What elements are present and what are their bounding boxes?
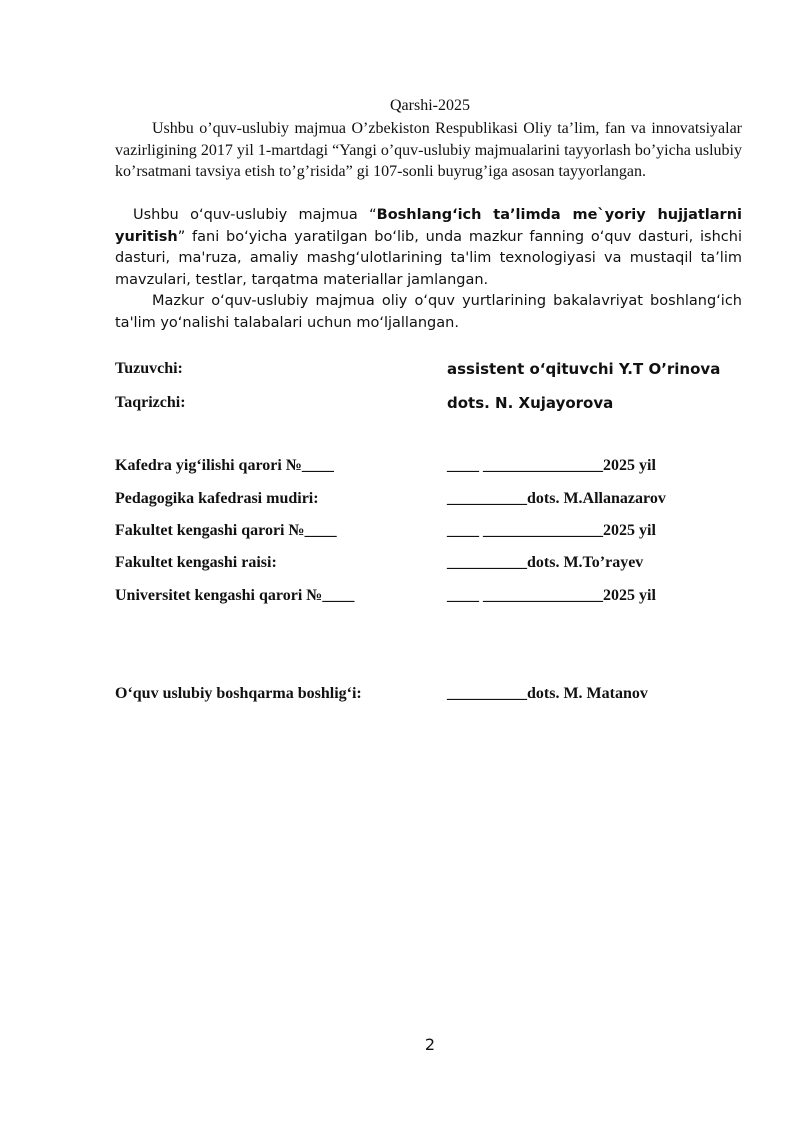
signature-value: dots. N. Xujayorova: [447, 394, 614, 412]
signature-label: Universitet kengashi qarori №____: [115, 587, 355, 604]
signature-value: ____ _______________2025 yil: [447, 522, 656, 539]
intro-paragraph: Ushbu o’quv-uslubiy majmua O’zbekiston Respublikasi Oliy ta’lim, fan va innovatsiyalar vazirligining 2017 yil 1-martdagi “Yangi o’quv-uslubiy majmualarini tayyorlash bo’yicha uslubiy ko’rsatmani tavsiya etish to’g’risida” gi 107-sonli buyrug’iga asosan tayyorlangan.: [115, 120, 742, 180]
signature-row-author: [115, 358, 755, 380]
signature-row-department-head: [115, 488, 755, 510]
signature-row-university-decision: [115, 585, 755, 607]
signature-value: __________dots. M.Allanazarov: [447, 490, 666, 507]
signature-label: Kafedra yig‘ilishi qarori №____: [115, 457, 334, 474]
signature-label: Pedagogika kafedrasi mudiri:: [115, 490, 319, 507]
signature-label: Fakultet kengashi raisi:: [115, 554, 277, 571]
signature-label: O‘quv uslubiy boshqarma boshlig‘i:: [115, 685, 362, 702]
signature-value: ____ _______________2025 yil: [447, 457, 656, 474]
signature-row-department-decision: [115, 455, 755, 477]
signature-value: ____ _______________2025 yil: [447, 587, 656, 604]
signature-row-faculty-decision: [115, 520, 755, 542]
signature-value: __________dots. M. Matanov: [447, 685, 648, 702]
page-number: 2: [424, 1035, 436, 1054]
signature-value: assistent o‘qituvchi Y.T O’rinova: [447, 360, 721, 378]
signature-row-reviewer: [115, 392, 755, 414]
course-title: Boshlang‘ich ta’limda me`yoriy hujjatlarni yuritish: [115, 207, 742, 245]
signature-label: Taqrizchi:: [115, 394, 186, 411]
signature-row-faculty-chair: [115, 552, 755, 574]
audience-paragraph: Mazkur o‘quv-uslubiy majmua oliy o‘quv yurtlarining bakalavriyat boshlang‘ich ta'lim yo‘nalishi talabalari uchun mo‘ljallangan.: [115, 293, 742, 331]
place-year-heading: Qarshi-2025: [390, 97, 470, 114]
signature-value: __________dots. M.To’rayev: [447, 554, 644, 571]
signature-row-methodology-head: [115, 683, 755, 705]
purpose-text-end: ” fani bo‘yicha yaratilgan bo‘lib, unda mazkur fanning o‘quv dasturi, ishchi dasturi, ma'ruza, amaliy mashg‘ulotlarining ta'lim texnologiyasi va mustaqil ta’lim mavzulari, testlar, tarqatma materiallar jamlangan.: [115, 228, 742, 288]
purpose-text-start: Ushbu o‘quv-uslubiy majmua “: [133, 207, 377, 223]
signature-label: Tuzuvchi:: [115, 360, 183, 377]
signature-label: Fakultet kengashi qarori №____: [115, 522, 337, 539]
purpose-paragraph: [115, 205, 742, 291]
